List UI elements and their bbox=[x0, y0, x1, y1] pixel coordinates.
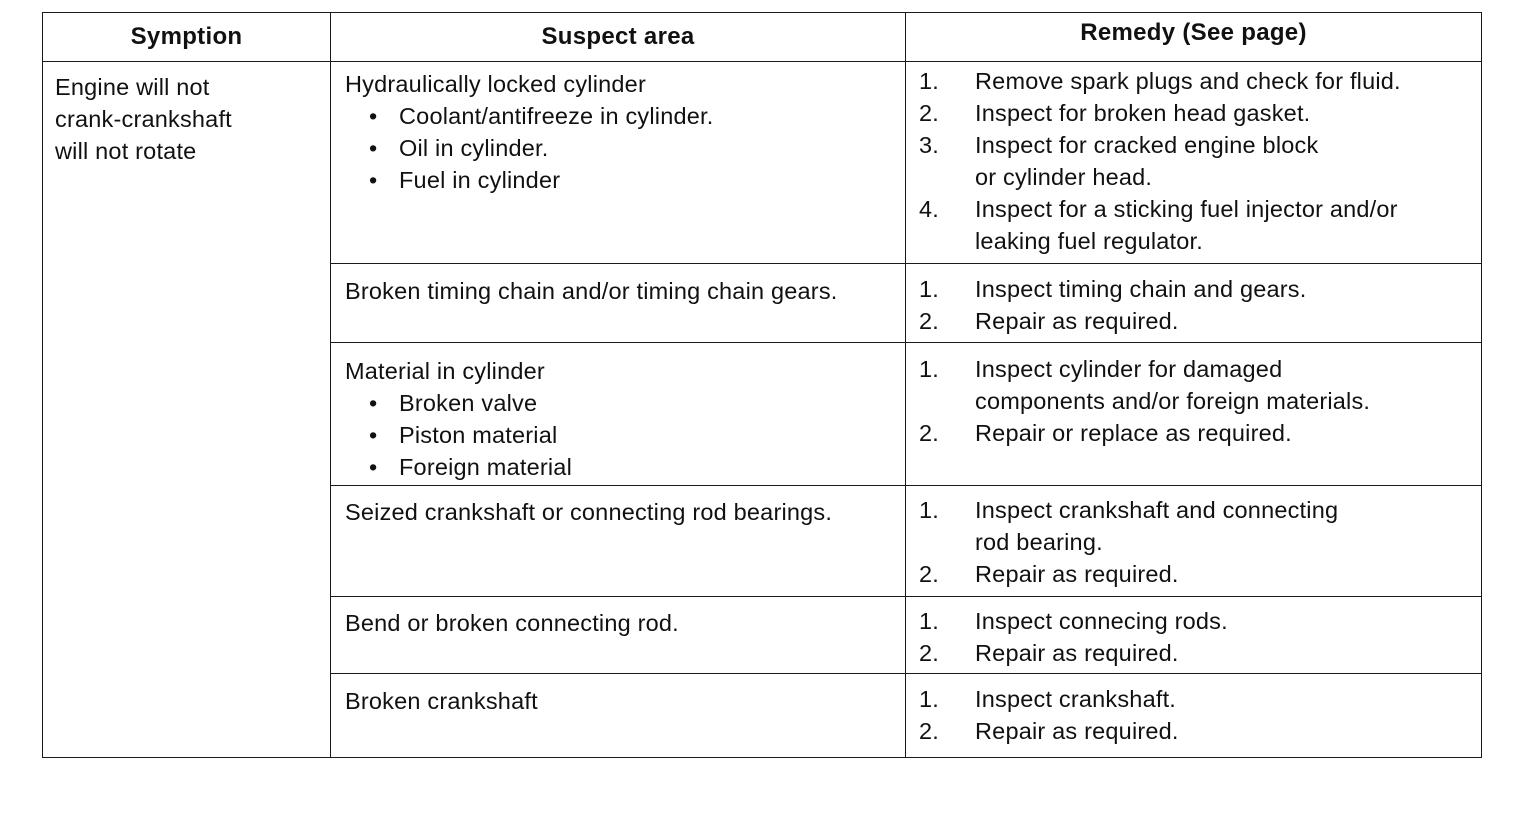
bullet-item: • Coolant/antifreeze in cylinder. bbox=[345, 100, 905, 132]
header-divider bbox=[43, 61, 1481, 62]
remedy-cell-2 bbox=[919, 273, 1479, 337]
remedy-step: 2. Repair as required. bbox=[919, 640, 1179, 666]
remedy-step: 2. Repair as required. bbox=[919, 308, 1179, 334]
suspect-cell-5 bbox=[345, 607, 905, 639]
remedy-step: 1. Inspect cylinder for damaged components and/or foreign materials. bbox=[919, 356, 1371, 414]
column-divider-1 bbox=[330, 13, 331, 757]
bullet-dot-icon: • bbox=[369, 103, 378, 129]
suspect-title: Seized crankshaft or connecting rod bearings. bbox=[345, 499, 833, 525]
remedy-step: 2. Repair or replace as required. bbox=[919, 420, 1292, 446]
bullet-dot-icon: • bbox=[369, 167, 378, 193]
remedy-step: 4. Inspect for a sticking fuel injector and/or leaking fuel regulator. bbox=[919, 196, 1398, 254]
troubleshooting-table bbox=[42, 12, 1482, 758]
symptom-line: Engine will not bbox=[55, 74, 210, 100]
remedy-step: 1. Inspect timing chain and gears. bbox=[919, 276, 1307, 302]
row-divider-1 bbox=[330, 263, 1481, 264]
bullet-item: • Foreign material bbox=[345, 451, 905, 483]
suspect-title: Material in cylinder bbox=[345, 358, 545, 384]
bullet-item: • Fuel in cylinder bbox=[345, 164, 905, 196]
bullet-dot-icon: • bbox=[369, 390, 378, 416]
suspect-cell-1 bbox=[345, 68, 905, 196]
header-remedy: Remedy (See page) bbox=[1080, 19, 1307, 46]
remedy-cell-6 bbox=[919, 683, 1479, 747]
bullet-item: • Broken valve bbox=[345, 387, 905, 419]
remedy-step: 2. Inspect for broken head gasket. bbox=[919, 100, 1311, 126]
remedy-step: 1. Inspect crankshaft. bbox=[919, 686, 1177, 712]
remedy-step: 2. Repair as required. bbox=[919, 561, 1179, 587]
remedy-step: 1. Remove spark plugs and check for fluid. bbox=[919, 68, 1401, 94]
remedy-cell-1 bbox=[919, 65, 1479, 257]
row-divider-3 bbox=[330, 485, 1481, 486]
symptom-line: crank-crankshaft bbox=[55, 106, 232, 132]
header-suspect-area: Suspect area bbox=[541, 23, 695, 50]
suspect-title: Hydraulically locked cylinder bbox=[345, 71, 646, 97]
bullet-dot-icon: • bbox=[369, 422, 378, 448]
bullet-item: • Oil in cylinder. bbox=[345, 132, 905, 164]
symptom-cell bbox=[55, 71, 325, 167]
row-divider-4 bbox=[330, 596, 1481, 597]
bullet-dot-icon: • bbox=[369, 454, 378, 480]
suspect-cell-6 bbox=[345, 685, 905, 717]
remedy-step: 2. Repair as required. bbox=[919, 718, 1179, 744]
header-symptom: Symption bbox=[130, 23, 243, 50]
suspect-title: Bend or broken connecting rod. bbox=[345, 610, 679, 636]
remedy-step: 3. Inspect for cracked engine block or cylinder head. bbox=[919, 132, 1319, 190]
suspect-cell-2 bbox=[345, 275, 905, 307]
column-divider-2 bbox=[905, 13, 906, 757]
suspect-cell-4 bbox=[345, 496, 905, 528]
bullet-item: • Piston material bbox=[345, 419, 905, 451]
symptom-line: will not rotate bbox=[55, 138, 197, 164]
suspect-title: Broken crankshaft bbox=[345, 688, 538, 714]
suspect-cell-3 bbox=[345, 355, 905, 483]
suspect-title: Broken timing chain and/or timing chain gears. bbox=[345, 278, 838, 304]
row-divider-2 bbox=[330, 342, 1481, 343]
remedy-cell-5 bbox=[919, 605, 1479, 669]
remedy-cell-3 bbox=[919, 353, 1479, 449]
row-divider-5 bbox=[330, 673, 1481, 674]
remedy-step: 1. Inspect connecing rods. bbox=[919, 608, 1228, 634]
remedy-cell-4 bbox=[919, 494, 1479, 590]
remedy-step: 1. Inspect crankshaft and connecting rod bearing. bbox=[919, 497, 1339, 555]
bullet-dot-icon: • bbox=[369, 135, 378, 161]
